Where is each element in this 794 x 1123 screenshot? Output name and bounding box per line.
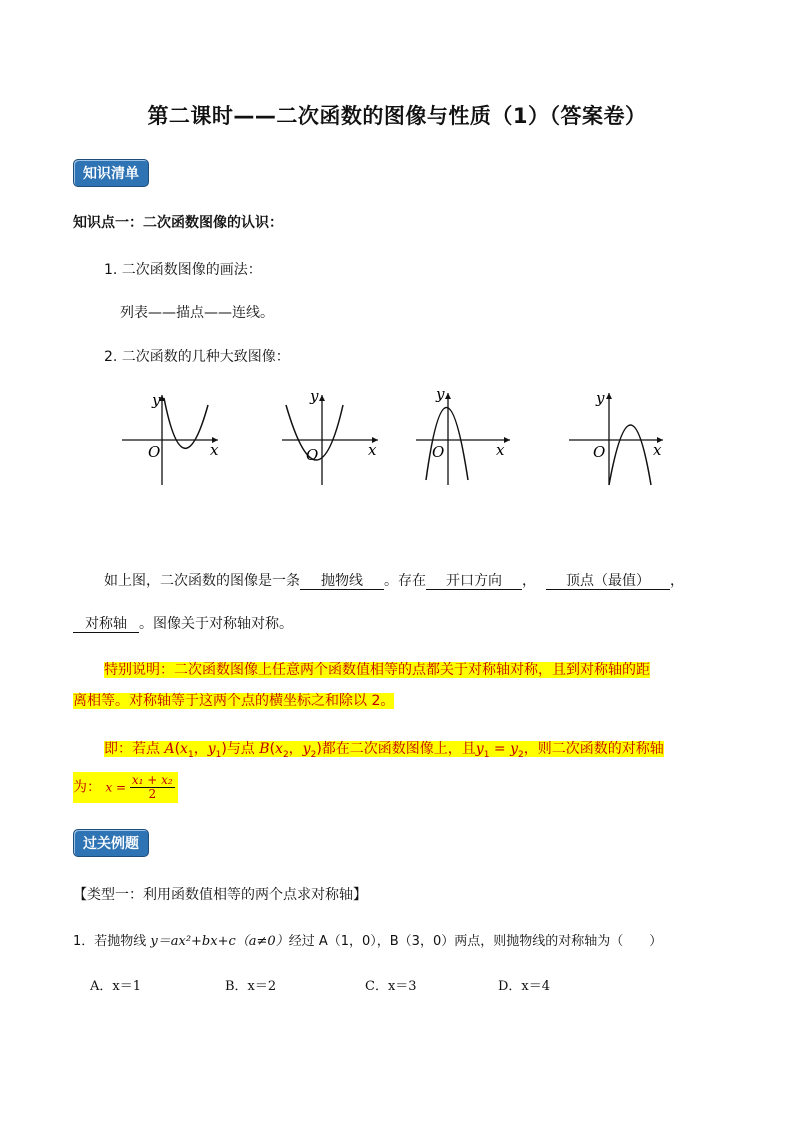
note1-text: 二次函数图像上任意两个函数值相等的点都关于对称轴对称，且到对称轴的距 — [174, 662, 650, 678]
note1-line1 — [104, 659, 650, 679]
x-label: x — [496, 441, 505, 459]
y-label: y — [596, 389, 605, 407]
question-expression: y＝ax²+bx+c（a≠0） — [150, 934, 289, 949]
y-label: y — [436, 385, 445, 403]
option-d[interactable]: D．x＝4 — [498, 979, 551, 994]
x-label: x — [653, 441, 662, 459]
note1-line2 — [73, 690, 394, 710]
equals: = — [489, 741, 511, 757]
formula-fraction — [130, 774, 175, 801]
note2-text: 为： — [73, 779, 101, 796]
option-c[interactable]: C．x＝3 — [365, 979, 417, 994]
paren: ( — [174, 741, 181, 757]
x-label: x — [368, 441, 377, 459]
var-y: y — [207, 741, 216, 757]
origin-label: O — [148, 443, 161, 461]
section-badge-knowledge: 知识清单 — [73, 159, 149, 187]
subscript: 1 — [215, 749, 222, 760]
paren: ) — [221, 741, 227, 757]
fraction-numerator: x₁ + x₂ — [131, 773, 173, 787]
subscript: 1 — [483, 749, 490, 760]
var-x: x — [275, 741, 283, 757]
summary-text: ， — [522, 573, 536, 589]
y-label: y — [310, 387, 319, 405]
formula-x: x = — [105, 780, 130, 795]
paren: ) — [316, 741, 322, 757]
subscript: 2 — [310, 749, 317, 760]
note2-text: 若点 — [132, 741, 165, 757]
question-text: 经过 A（1，0），B（3，0）两点，则抛物线的对称轴为（ ） — [288, 934, 663, 949]
summary-text: ， — [670, 573, 684, 589]
question-text: 1．若抛物线 — [73, 934, 151, 949]
y-axis-arrow — [445, 393, 451, 399]
subscript: 1 — [187, 749, 194, 760]
point1-item1: 1. 二次函数图像的画法： — [104, 262, 262, 278]
x-axis-arrow — [504, 437, 510, 443]
comma: ， — [288, 741, 303, 757]
y-axis-arrow — [319, 395, 325, 401]
note1-lead: 特别说明： — [104, 662, 174, 678]
page-title: 第二课时——二次函数的图像与性质（1）（答案卷） — [147, 104, 647, 128]
paren: ( — [269, 741, 276, 757]
option-b[interactable]: B．x＝2 — [225, 979, 277, 994]
note2-line1 — [104, 738, 664, 760]
blank-vertex: 顶点（最值） — [546, 573, 670, 590]
note2-lead: 即： — [104, 741, 132, 757]
note2-line2 — [73, 772, 178, 803]
y-axis-arrow — [606, 393, 612, 399]
note2-text: 都在二次函数图像上，且 — [321, 741, 476, 757]
summary-text: 。存在 — [384, 573, 426, 589]
origin-label: O — [306, 446, 319, 464]
question-1 — [73, 930, 662, 949]
comma: ， — [193, 741, 208, 757]
point-A: A — [164, 741, 175, 757]
graph-upward-right — [118, 385, 228, 490]
x-label: x — [210, 441, 219, 459]
graph-downward-center — [412, 385, 522, 490]
summary-text: 如上图，二次函数的图像是一条 — [104, 573, 300, 589]
type1-heading: 【类型一：利用函数值相等的两个点求对称轴】 — [73, 887, 367, 903]
var-y: y — [475, 741, 484, 757]
note2-text: ，则二次函数的对称轴 — [523, 741, 664, 757]
origin-label: O — [593, 443, 606, 461]
summary-line1 — [104, 570, 684, 590]
blank-axis-of-symmetry: 对称轴 — [73, 616, 139, 633]
subscript: 2 — [518, 749, 524, 760]
graph-upward-center — [278, 385, 388, 490]
subscript: 2 — [282, 749, 289, 760]
point1-item1-body: 列表——描点——连线。 — [120, 305, 274, 321]
note2-text: 与点 — [226, 741, 260, 757]
section-badge-examples: 过关例题 — [73, 829, 149, 857]
origin-label: O — [432, 443, 445, 461]
var-y: y — [510, 741, 519, 757]
summary-line2 — [73, 613, 293, 633]
graph-downward-right — [565, 385, 675, 490]
option-a[interactable]: A．x＝1 — [90, 979, 141, 994]
summary-text: 。图像关于对称轴对称。 — [139, 616, 293, 632]
y-label: y — [152, 391, 161, 409]
point1-heading: 知识点一：二次函数图像的认识： — [73, 215, 283, 231]
var-y: y — [302, 741, 311, 757]
blank-opening-direction: 开口方向 — [426, 573, 522, 590]
blank-parabola: 抛物线 — [300, 573, 384, 590]
note1-text: 离相等。对称轴等于这两个点的横坐标之和除以 2。 — [73, 693, 395, 709]
point-B: B — [259, 741, 270, 757]
var-x: x — [180, 741, 188, 757]
parabola — [609, 425, 651, 485]
point1-item2: 2. 二次函数的几种大致图像： — [104, 349, 290, 365]
fraction-denominator: 2 — [148, 787, 157, 802]
parabola — [164, 398, 208, 448]
